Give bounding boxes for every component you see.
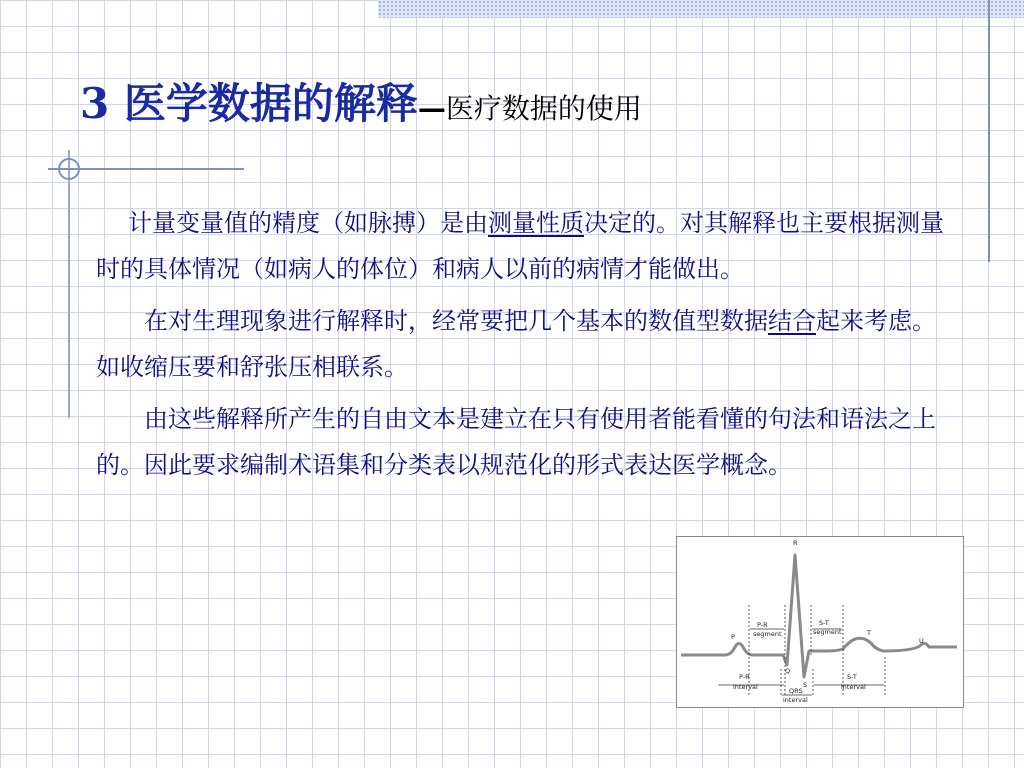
underlined-phrase-combine: 结合 bbox=[768, 307, 816, 335]
title-main: 3 医学数据的解释 bbox=[80, 79, 418, 128]
top-decorative-band bbox=[378, 0, 1024, 18]
ecg-label-pr-segment-2: segment bbox=[753, 630, 782, 638]
paragraph-2-part-b: 起来考虑。如收缩压要和舒张压相联系。 bbox=[96, 307, 936, 381]
paragraph-1-part-b: 决定的。对其解释也主要根据测量时的具体情况（如病人的体位）和病人以前的病情才能做出。 bbox=[96, 209, 944, 283]
underlined-phrase-measurement-nature: 测量性质 bbox=[488, 209, 584, 237]
ecg-label-qrs-interval-1: QRS bbox=[789, 687, 803, 695]
slide-title bbox=[80, 74, 642, 139]
ecg-label-q: Q bbox=[785, 667, 791, 675]
ecg-label-p: P bbox=[731, 633, 735, 641]
ecg-label-pr-segment-1: P-R bbox=[757, 621, 768, 629]
paragraph-2-part-a: 在对生理现象进行解释时，经常要把几个基本的数值型数据 bbox=[144, 307, 768, 335]
ring-decoration bbox=[58, 158, 80, 180]
ecg-label-pr-interval-2: interval bbox=[733, 683, 758, 691]
paragraph-2 bbox=[96, 298, 946, 390]
ecg-trace bbox=[681, 555, 957, 677]
ecg-label-qrs-interval-2: interval bbox=[783, 696, 808, 704]
ecg-label-st-interval-1: S-T bbox=[847, 673, 857, 681]
left-decorative-line bbox=[68, 150, 70, 418]
paragraph-1 bbox=[96, 200, 946, 292]
ecg-label-r: R bbox=[793, 539, 798, 547]
body-text bbox=[96, 200, 946, 494]
ecg-label-u: U bbox=[919, 637, 924, 645]
title-subtitle: 医疗数据的使用 bbox=[445, 92, 642, 125]
ecg-waveform-figure bbox=[676, 536, 964, 708]
ecg-label-st-segment-1: S-T bbox=[819, 619, 829, 627]
paragraph-3: 由这些解释所产生的自由文本是建立在只有使用者能看懂的句法和语法之上的。因此要求编制术语集和分类表以规范化的形式表达医学概念。 bbox=[96, 405, 936, 479]
right-decorative-line bbox=[988, 0, 990, 262]
ecg-label-st-segment-2: segment bbox=[813, 628, 842, 636]
ecg-label-s: S bbox=[803, 681, 808, 689]
title-dash: — bbox=[417, 92, 446, 125]
paragraph-1-part-a: 计量变量值的精度（如脉搏）是由 bbox=[128, 209, 488, 237]
ecg-label-st-interval-2: interval bbox=[841, 683, 866, 691]
ecg-diagram bbox=[677, 537, 963, 707]
ecg-label-t: T bbox=[867, 629, 871, 637]
ecg-label-pr-interval-1: P-R bbox=[739, 673, 750, 681]
